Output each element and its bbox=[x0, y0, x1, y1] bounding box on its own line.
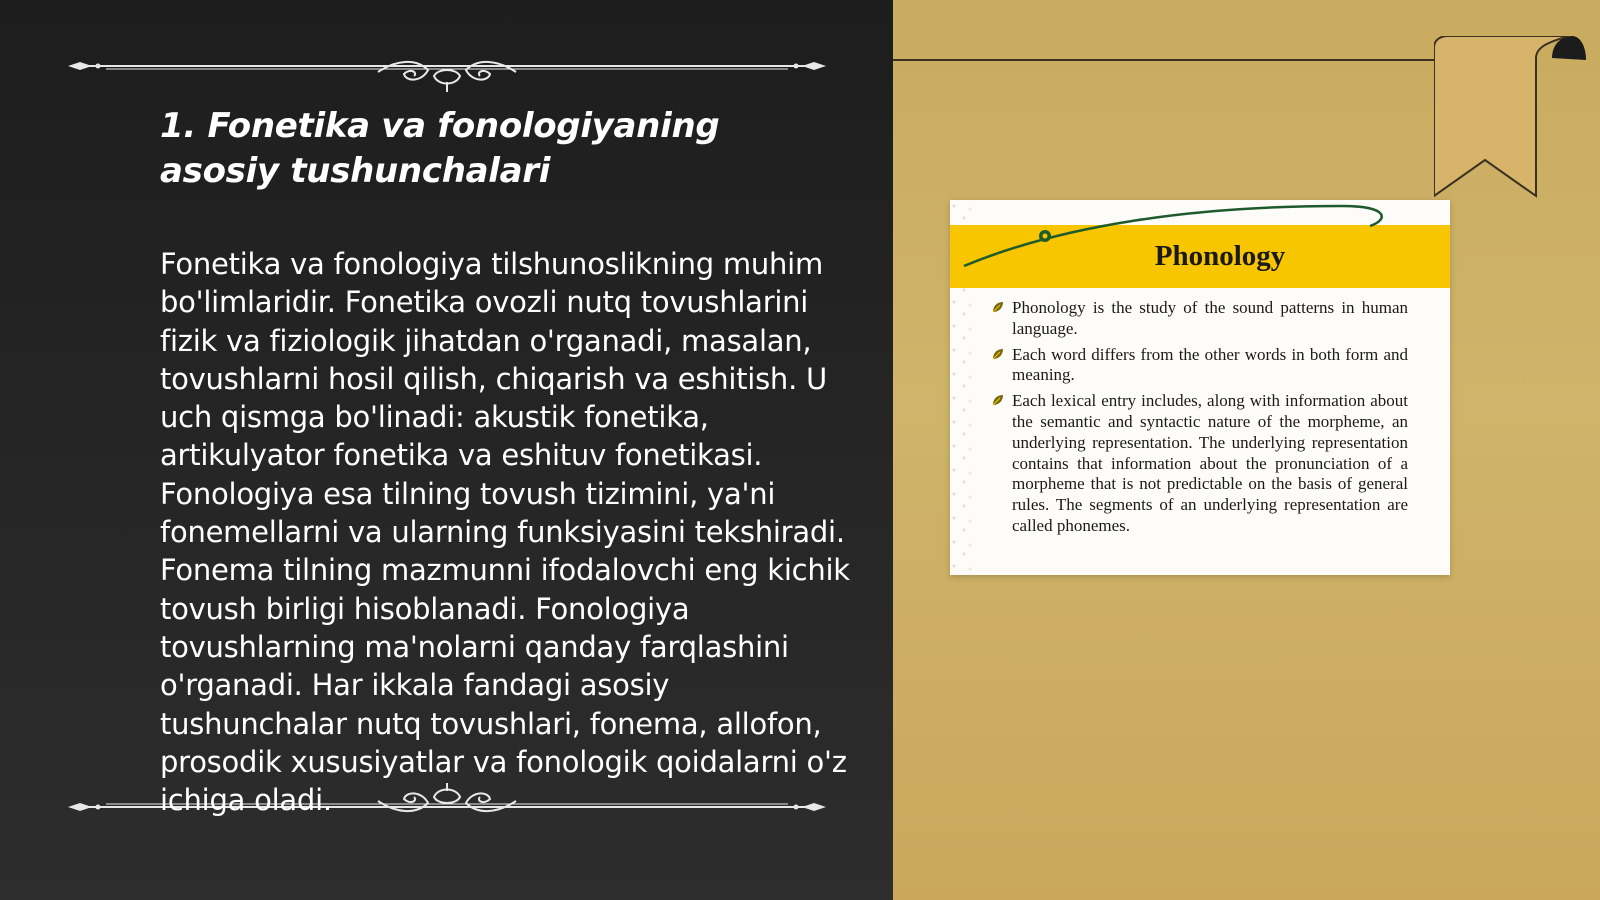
leaf-bullet-icon bbox=[990, 392, 1006, 408]
card-item-text: Each word differs from the other words in both form and meaning. bbox=[1012, 344, 1408, 385]
top-flourish-ornament bbox=[66, 42, 828, 92]
slide-body-text: Fonetika va fonologiya tilshunoslikning muhim bo'limlaridir. Fonetika ovozli nutq tovushlarini fizik va fiziologik jihatdan o'rganadi, masalan, tovushlarni hosil qilish, chiqarish va eshitish. U uch qismga bo'linadi: akustik fonetika, artikulyator fonetika va eshituv fonetikasi. Fonologiya esa tilning tovush tizimini, ya'ni fonemellarni va ularning funksiyasini tekshiradi. Fonema tilning mazmunni ifodalovchi eng kichik tovush birligi hisoblanadi. Fonologiya tovushlarning ma'nolarni qanday farqlashini o'rganadi. Har ikkala fandagi asosiy tushunchalar nutq tovushlari, fonema, allofon, prosodik xususiyatlar va fonologik qoidalarni o'z ichiga oladi. bbox=[160, 247, 850, 818]
card-title: Phonology bbox=[1154, 240, 1286, 272]
list-item bbox=[990, 298, 1408, 340]
leaf-bullet-icon bbox=[990, 346, 1006, 362]
phonology-slide-image bbox=[950, 200, 1450, 575]
card-item-text: Phonology is the study of the sound patterns in human language. bbox=[1012, 298, 1408, 338]
card-bullet-list bbox=[990, 298, 1408, 542]
top-divider-line bbox=[893, 59, 1478, 61]
list-item bbox=[990, 345, 1408, 387]
card-item-text: Each lexical entry includes, along with information about the semantic and syntactic nature of the morpheme, an underlying representation. The underlying representation contains that information about the pronunciation of a morpheme that is not predictable on the basis of general rules. The segments of an underlying representation are called phonemes. bbox=[1012, 391, 1408, 535]
list-item bbox=[990, 391, 1408, 537]
leaf-bullet-icon bbox=[990, 299, 1006, 315]
bookmark-ribbon bbox=[1434, 36, 1586, 200]
slide-title: 1. Fonetika va fonologiyaning asosiy tushunchalari bbox=[160, 106, 720, 191]
